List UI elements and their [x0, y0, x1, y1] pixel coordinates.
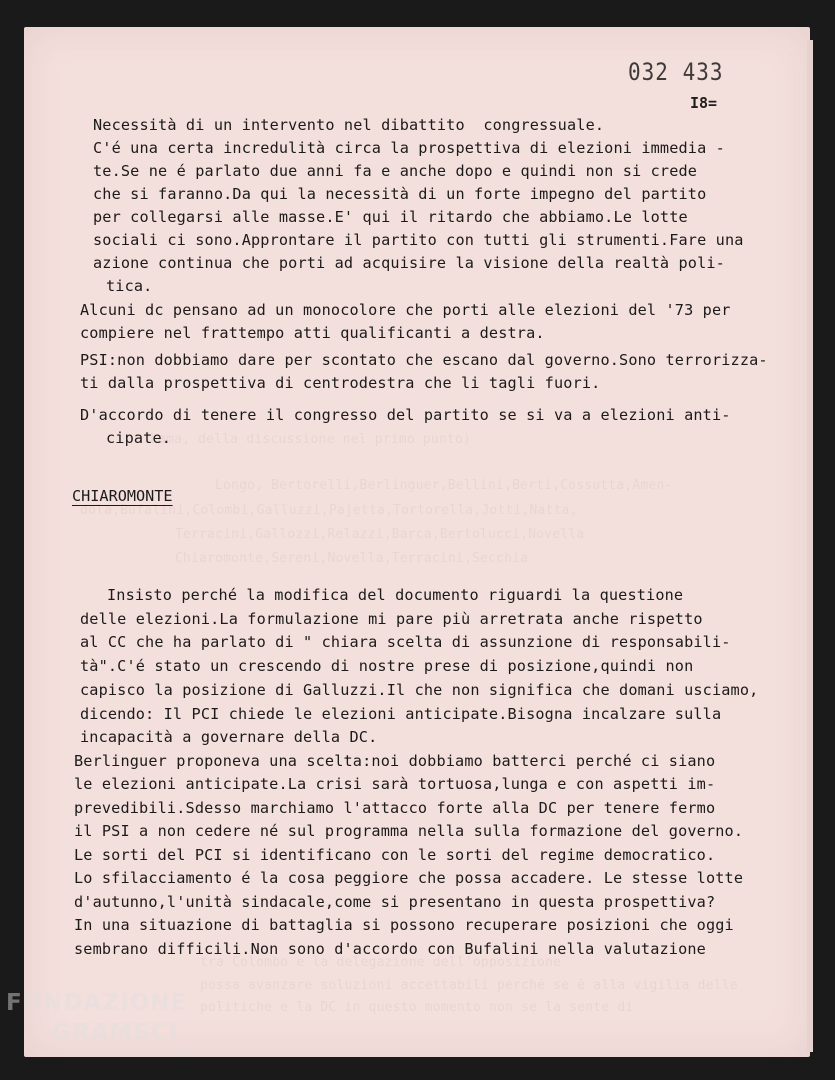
bleed-through-line: Chiaromonte,Sereni,Novella,Terracini,Secchia	[175, 551, 529, 566]
text-line: compiere nel frattempo atti qualificanti a destra.	[80, 324, 545, 342]
text-line: te.Se ne é parlato due anni fa e anche dopo e quindi non si crede	[93, 162, 698, 180]
archive-number: 032 433	[628, 58, 724, 86]
text-line: d'autunno,l'unità sindacale,come si presentano in questa prospettiva?	[74, 893, 716, 911]
text-line: Berlinguer proponeva una scelta:noi dobbiamo batterci perché ci siano	[74, 752, 716, 770]
text-line: capisco la posizione di Galluzzi.Il che non significa che domani usciamo,	[80, 681, 759, 699]
text-line: cipate.	[106, 429, 172, 447]
text-line: le elezioni anticipate.La crisi sarà tortuosa,lunga e con aspetti im-	[74, 775, 716, 793]
speaker-heading: CHIAROMONTE	[72, 487, 173, 505]
text-line: incapacità a governare della DC.	[80, 728, 378, 746]
text-line: PSI:non dobbiamo dare per scontato che escano dal governo.Sono terrorizza-	[80, 351, 768, 369]
text-line: ti dalla prospettiva di centrodestra che li tagli fuori.	[80, 374, 601, 392]
text-line: D'accordo di tenere il congresso del partito se si va a elezioni anti-	[80, 406, 731, 424]
text-line: Alcuni dc pensano ad un monocolore che porti alle elezioni del '73 per	[80, 301, 731, 319]
text-line: sociali ci sono.Approntare il partito con tutti gli strumenti.Fare una	[93, 231, 744, 249]
watermark-line1: FONDAZIONE	[6, 990, 188, 1016]
text-line: azione continua che porti ad acquisire la visione della realtà poli-	[93, 254, 725, 272]
text-line: prevedibili.Sdesso marchiamo l'attacco forte alla DC per tenere fermo	[74, 799, 716, 817]
page-edge	[807, 40, 813, 1052]
text-line: che si faranno.Da qui la necessità di un forte impegno del partito	[93, 185, 707, 203]
text-line: C'é una certa incredulità circa la prospettiva di elezioni immedia -	[93, 139, 725, 157]
text-line: sembrano difficili.Non sono d'accordo con Bufalini nella valutazione	[74, 940, 706, 958]
text-line: dicendo: Il PCI chiede le elezioni anticipate.Bisogna incalzare sulla	[80, 705, 722, 723]
text-line: tica.	[106, 277, 153, 295]
bleed-through-line: possa avanzare soluzioni accettabili perché se è alla vigilia delle	[200, 978, 738, 993]
page-number: I8=	[690, 94, 718, 112]
bleed-through-line: Lama, della discussione nel primo punto)	[150, 432, 472, 447]
watermark-logo	[6, 988, 187, 1048]
bleed-through-line: Terracini,Gallozzi,Relazzi,Barca,Bertolucci,Novella	[175, 527, 585, 542]
text-line: In una situazione di battaglia si possono recuperare posizioni che oggi	[74, 916, 734, 934]
text-line: al CC che ha parlato di " chiara scelta di assunzione di responsabili-	[80, 633, 731, 651]
text-line: Lo sfilacciamento é la cosa peggiore che possa accadere. Le stesse lotte	[74, 869, 744, 887]
text-line: Le sorti del PCI si identificano con le sorti del regime democratico.	[74, 846, 716, 864]
bleed-through-line: politiche e la DC in questo momento non se la sente di	[200, 1000, 634, 1015]
bleed-through-line: dola,Bufalini,Colombi,Galluzzi,Pajetta,Tortorella,Jotti,Natta,	[80, 503, 578, 518]
text-line: tà".C'é stato un crescendo di nostre prese di posizione,quindi non	[80, 657, 694, 675]
text-line: Insisto perché la modifica del documento riguardi la questione	[107, 586, 684, 604]
bleed-through-line: tra Colombo e la delegazione dell'opposizione	[200, 955, 562, 970]
text-line: per collegarsi alle masse.E' qui il ritardo che abbiamo.Le lotte	[93, 208, 688, 226]
text-line: delle elezioni.La formulazione mi pare più arretrata anche rispetto	[80, 610, 703, 628]
watermark-line2: GRAMSCI	[52, 1020, 179, 1046]
watermark-sub: onlus	[172, 1050, 197, 1060]
text-line: il PSI a non cedere né sul programma nella sulla formazione del governo.	[74, 822, 744, 840]
bleed-through-line: Longo, Bertorelli,Berlinguer,Bellini,Berti,Cossutta,Amen-	[215, 478, 673, 493]
text-line: Necessità di un intervento nel dibattito congressuale.	[93, 116, 605, 134]
